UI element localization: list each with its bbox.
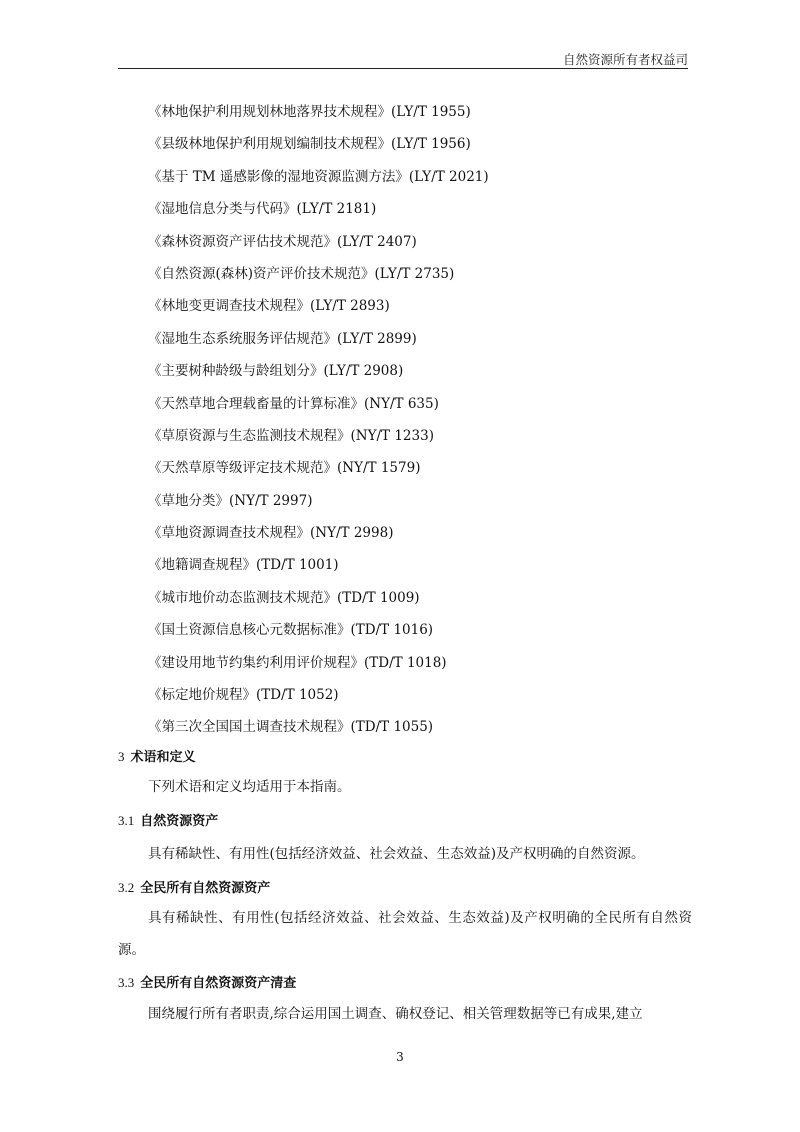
- reference-item: 《草地分类》(NY/T 2997): [148, 492, 313, 509]
- reference-item: 《湿地生态系统服务评估规范》(LY/T 2899): [148, 330, 417, 347]
- reference-item: 《城市地价动态监测技术规范》(TD/T 1009): [148, 589, 420, 606]
- section-3-2-text: 具有稀缺性、有用性(包括经济效益、社会效益、生态效益)及产权明确的全民所有自然资源。: [118, 910, 692, 958]
- page-number: 3: [396, 1050, 404, 1064]
- reference-item: 《标定地价规程》(TD/T 1052): [148, 687, 339, 704]
- reference-item: 《县级林地保护利用规划编制技术规程》(LY/T 1956): [148, 136, 471, 153]
- section-title: 术语和定义: [130, 750, 196, 765]
- header-org-name: 自然资源所有者权益司: [562, 52, 688, 67]
- section-3-intro: 下列术语和定义均适用于本指南。: [148, 779, 351, 795]
- section-3-2-heading: [118, 877, 692, 896]
- reference-item: 《地籍调查规程》(TD/T 1001): [148, 557, 339, 574]
- reference-list: [148, 102, 489, 750]
- reference-item: 《森林资源资产评估技术规范》(LY/T 2407): [148, 233, 417, 250]
- section-number: 3.3: [118, 975, 135, 990]
- reference-item: 《自然资源(森林)资产评价技术规范》(LY/T 2735): [148, 265, 455, 282]
- section-number: 3.2: [118, 880, 135, 895]
- reference-item: 《天然草原等级评定技术规范》(NY/T 1579): [148, 460, 421, 477]
- section-title: 自然资源资产: [140, 814, 219, 829]
- reference-item: 《草地资源调查技术规程》(NY/T 2998): [148, 525, 394, 542]
- page-header: [118, 48, 688, 69]
- reference-item: 《国土资源信息核心元数据标准》(TD/T 1016): [148, 622, 434, 639]
- section-number: 3: [118, 749, 125, 764]
- reference-item: 《天然草地合理载畜量的计算标准》(NY/T 635): [148, 395, 439, 412]
- reference-item: 《湿地信息分类与代码》(LY/T 2181): [148, 201, 377, 218]
- reference-item: 《建设用地节约集约利用评价规程》(TD/T 1018): [148, 654, 447, 671]
- reference-item: 《基于 TM 遥感影像的湿地资源监测方法》(LY/T 2021): [148, 168, 489, 185]
- section-number: 3.1: [118, 813, 135, 828]
- reference-item: 《林地变更调查技术规程》(LY/T 2893): [148, 298, 390, 315]
- section-title: 全民所有自然资源资产: [140, 881, 271, 896]
- section-3-heading: [118, 746, 692, 765]
- reference-item: 《第三次全国国土调查技术规程》(TD/T 1055): [148, 719, 434, 736]
- section-3-3-heading: [118, 972, 692, 991]
- reference-item: 《草原资源与生态监测技术规程》(NY/T 1233): [148, 427, 434, 444]
- section-3-1-heading: [118, 810, 692, 829]
- section-3-1-text: 具有稀缺性、有用性(包括经济效益、社会效益、生态效益)及产权明确的自然资源。: [148, 846, 645, 862]
- reference-item: 《林地保护利用规划林地落界技术规程》(LY/T 1955): [148, 104, 471, 120]
- section-3-3-text: 围绕履行所有者职责,综合运用国土调查、确权登记、相关管理数据等已有成果,建立: [148, 1006, 643, 1022]
- section-title: 全民所有自然资源资产清查: [140, 976, 297, 991]
- reference-item: 《主要树种龄级与龄组划分》(LY/T 2908): [148, 363, 404, 380]
